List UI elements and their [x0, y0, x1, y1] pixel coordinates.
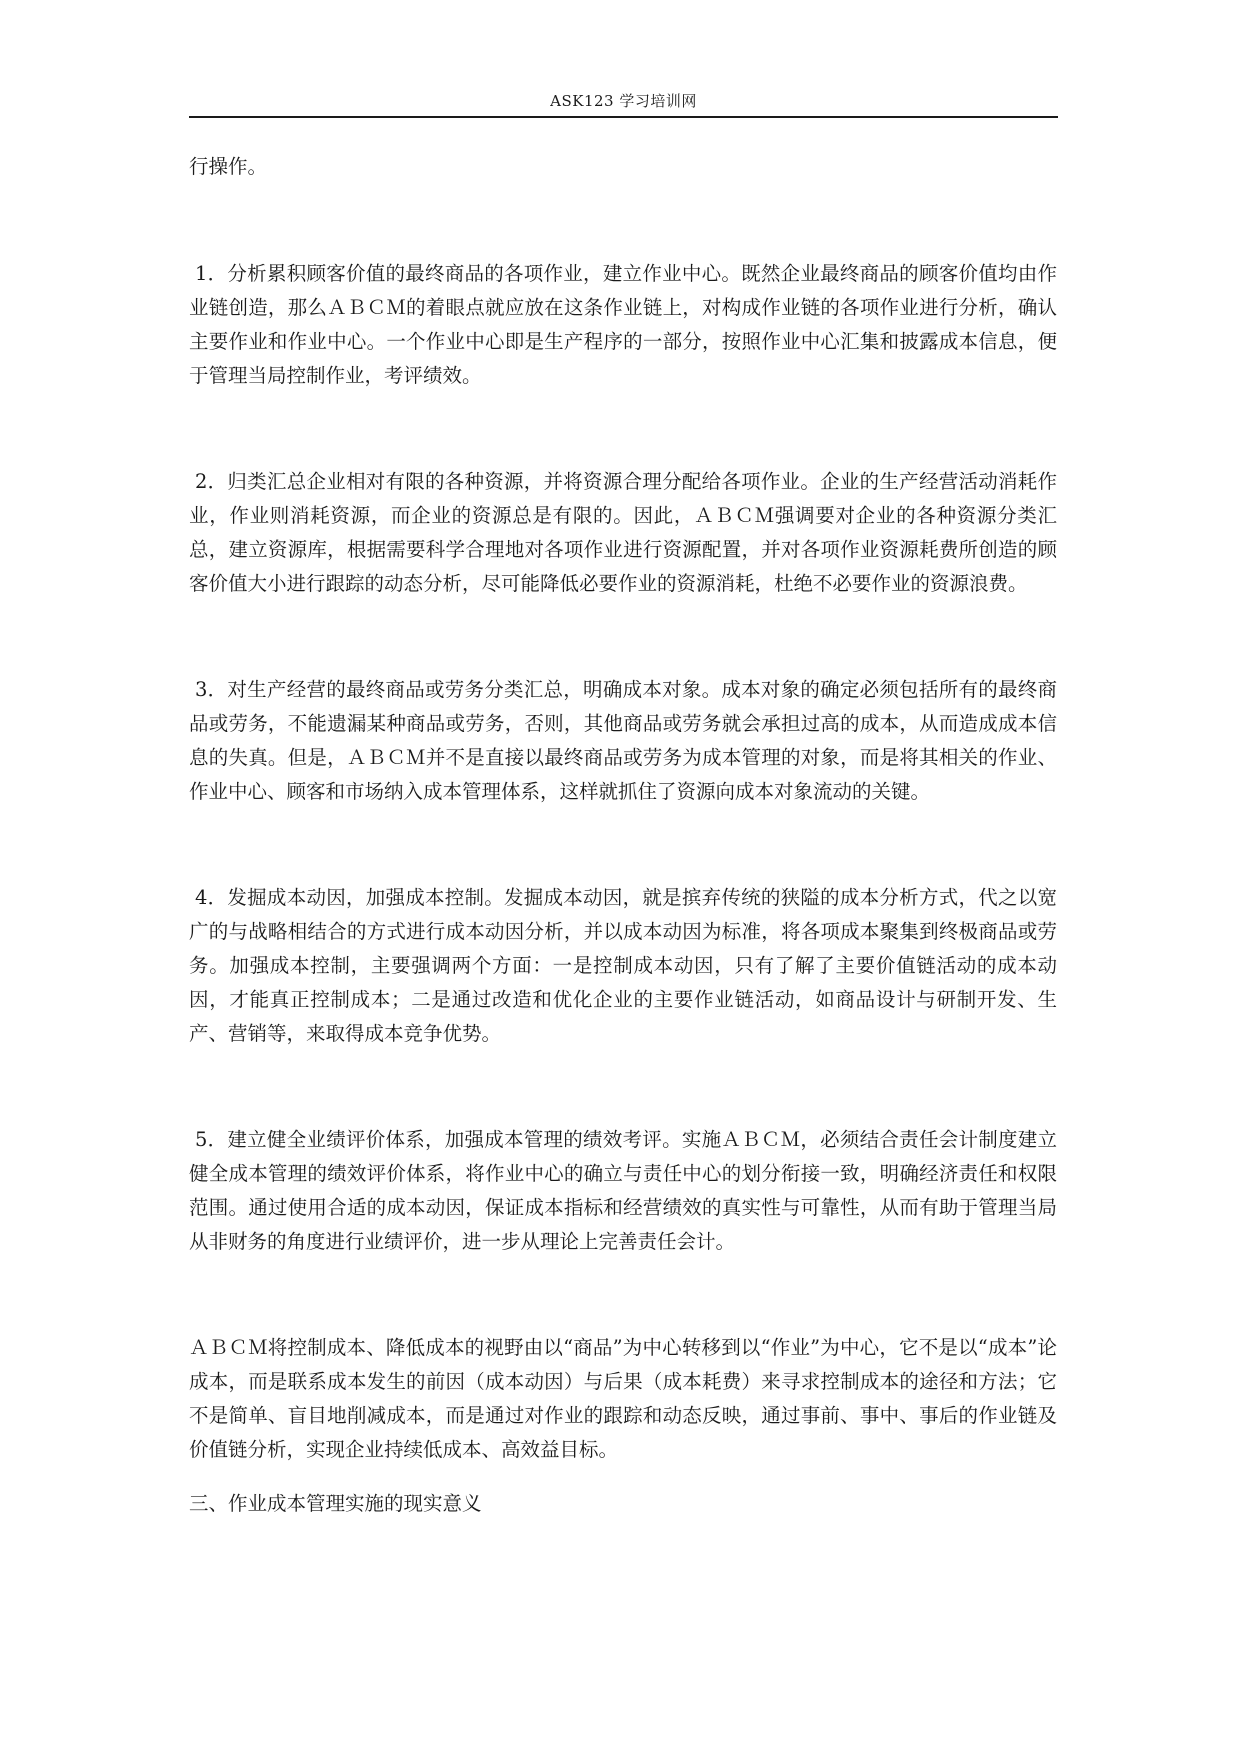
paragraph-item-3: 3．对生产经营的最终商品或劳务分类汇总，明确成本对象。成本对象的确定必须包括所有的最终商品或劳务，不能遗漏某种商品或劳务，否则，其他商品或劳务就会承担过高的成本，从而造成成本信息的失真。但是，ＡＢＣＭ并不是直接以最终商品或劳务为成本管理的对象，而是将其相关的作业、作业中心、顾客和市场纳入成本管理体系，这样就抓住了资源向成本对象流动的关键。: [189, 678, 1057, 803]
paragraph-item-4: 4．发掘成本动因，加强成本控制。发掘成本动因，就是摈弃传统的狭隘的成本分析方式，代之以宽广的与战略相结合的方式进行成本动因分析，并以成本动因为标准，将各项成本聚集到终极商品或劳务。加强成本控制，主要强调两个方面：一是控制成本动因，只有了解了主要价值链活动的成本动因，才能真正控制成本；二是通过改造和优化企业的主要作业链活动，如商品设计与研制开发、生产、营销等，来取得成本竞争优势。: [189, 886, 1057, 1045]
document-body: [189, 150, 1057, 1521]
paragraph-item-2: 2．归类汇总企业相对有限的各种资源，并将资源合理分配给各项作业。企业的生产经营活动消耗作业，作业则消耗资源，而企业的资源总是有限的。因此，ＡＢＣＭ强调要对企业的各种资源分类汇总，建立资源库，根据需要科学合理地对各项作业进行资源配置，并对各项作业资源耗费所创造的顾客价值大小进行跟踪的动态分析，尽可能降低必要作业的资源消耗，杜绝不必要作业的资源浪费。: [189, 470, 1057, 595]
section-heading: 三、作业成本管理实施的现实意义: [189, 1492, 482, 1515]
paragraph-continuation: 行操作。: [189, 155, 268, 178]
page-header: [189, 86, 1058, 118]
paragraph-item-1: 1．分析累积顾客价值的最终商品的各项作业，建立作业中心。既然企业最终商品的顾客价值均由作业链创造，那么ＡＢＣＭ的着眼点就应放在这条作业链上，对构成作业链的各项作业进行分析，确认主要作业和作业中心。一个作业中心即是生产程序的一部分，按照作业中心汇集和披露成本信息，便于管理当局控制作业，考评绩效。: [189, 262, 1057, 387]
header-title: ASK123 学习培训网: [550, 92, 697, 110]
paragraph-summary: ＡＢＣＭ将控制成本、降低成本的视野由以“商品”为中心转移到以“作业”为中心，它不是以“成本”论成本，而是联系成本发生的前因（成本动因）与后果（成本耗费）来寻求控制成本的途径和方法；它不是简单、盲目地削减成本，而是通过对作业的跟踪和动态反映，通过事前、事中、事后的作业链及价值链分析，实现企业持续低成本、高效益目标。: [189, 1336, 1057, 1461]
paragraph-item-5: 5．建立健全业绩评价体系，加强成本管理的绩效考评。实施ＡＢＣＭ，必须结合责任会计制度建立健全成本管理的绩效评价体系，将作业中心的确立与责任中心的划分衔接一致，明确经济责任和权限范围。通过使用合适的成本动因，保证成本指标和经营绩效的真实性与可靠性，从而有助于管理当局从非财务的角度进行业绩评价，进一步从理论上完善责任会计。: [189, 1128, 1057, 1253]
